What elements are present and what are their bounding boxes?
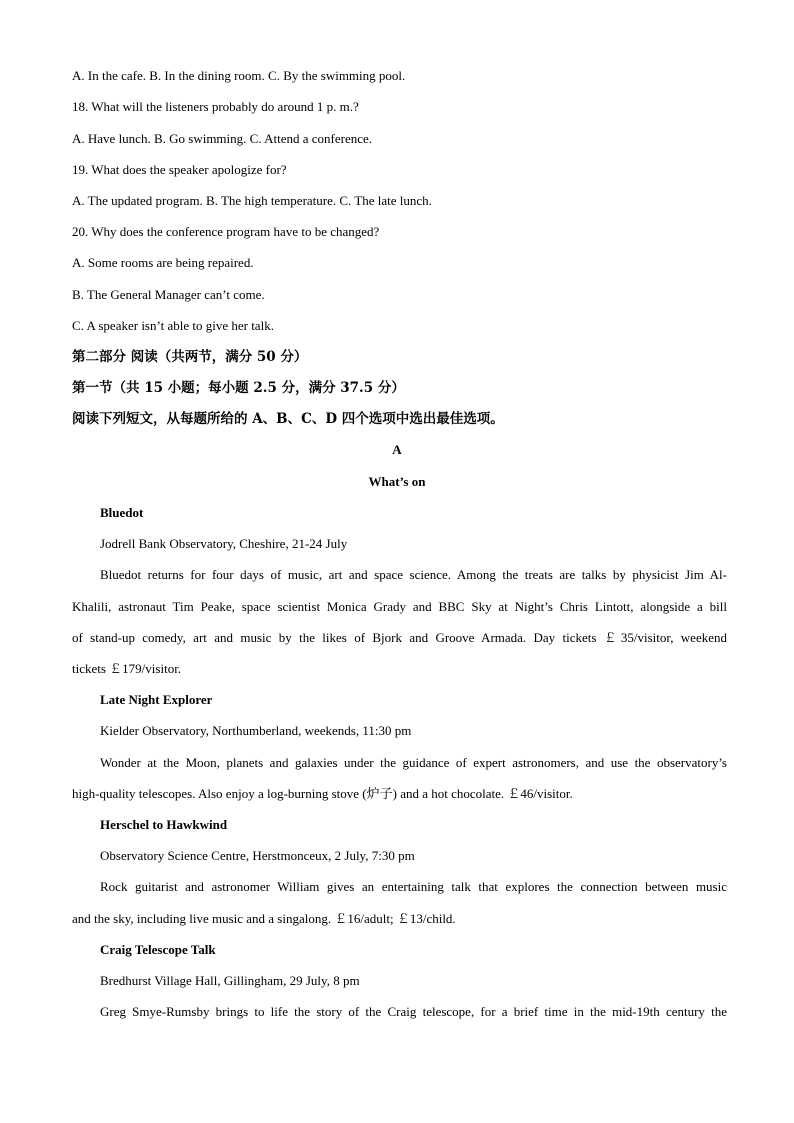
event-name: Craig Telescope Talk — [100, 942, 216, 957]
event-venue: Kielder Observatory, Northumberland, weekends, 11:30 pm — [100, 723, 412, 738]
q18-stem: 18. What will the listeners probably do around 1 p. m.? — [72, 99, 359, 114]
event-text-line: Wonder at the Moon, planets and galaxies under the guidance of expert astronomers, and use the observatory’s — [100, 755, 727, 770]
event-text-line: Greg Smye-Rumsby brings to life the story of the Craig telescope, for a brief time in the mid-19th century the — [100, 1004, 727, 1019]
q19-stem: 19. What does the speaker apologize for? — [72, 162, 287, 177]
q18-options: A. Have lunch. B. Go swimming. C. Attend a conference. — [72, 131, 373, 146]
event-name: Herschel to Hawkwind — [100, 817, 228, 832]
event-text-line: of stand-up comedy, art and music by the likes of Bjork and Groove Armada. Day tickets ￡35/visitor, weekend — [72, 630, 727, 645]
event-text-line: and the sky, including live music and a singalong. ￡16/adult; ￡13/child. — [72, 911, 456, 926]
reading-instruction: 阅读下列短文，从每题所给的 A、B、C、D 四个选项中选出最佳选项。 — [72, 411, 504, 427]
passage-title: What’s on — [368, 474, 426, 489]
event-text-line: tickets ￡179/visitor. — [72, 661, 182, 676]
event-text-line: Bluedot returns for four days of music, art and space science. Among the treats are talks by physicist Jim Al- — [100, 567, 727, 582]
event-text-line: Rock guitarist and astronomer William gives an entertaining talk that explores the connection between music — [100, 879, 727, 894]
q20-option-c: C. A speaker isn’t able to give her talk. — [72, 318, 274, 333]
reading-section-title: 第一节（共 15 小题；每小题 2.5 分，满分 37.5 分） — [72, 380, 405, 396]
q20-option-b: B. The General Manager can’t come. — [72, 287, 265, 302]
event-name: Bluedot — [100, 505, 144, 520]
q20-option-a: A. Some rooms are being repaired. — [72, 255, 254, 270]
event-venue: Observatory Science Centre, Herstmonceux, 2 July, 7:30 pm — [100, 848, 415, 863]
event-text-line: high-quality telescopes. Also enjoy a log-burning stove (炉子) and a hot chocolate. ￡46/visitor. — [72, 786, 573, 801]
event-venue: Jodrell Bank Observatory, Cheshire, 21-24 July — [100, 536, 348, 551]
event-text-line: Khalili, astronaut Tim Peake, space scientist Monica Grady and BBC Sky at Night’s Chris Lintott, alongside a bill — [72, 599, 727, 614]
event-venue: Bredhurst Village Hall, Gillingham, 29 July, 8 pm — [100, 973, 360, 988]
passage-letter: A — [392, 442, 402, 457]
reading-part-title: 第二部分 阅读（共两节，满分 50 分） — [72, 349, 308, 365]
q17-options: A. In the cafe. B. In the dining room. C. By the swimming pool. — [72, 68, 406, 83]
q19-options: A. The updated program. B. The high temperature. C. The late lunch. — [72, 193, 432, 208]
q20-stem: 20. Why does the conference program have to be changed? — [72, 224, 380, 239]
event-name: Late Night Explorer — [100, 692, 213, 707]
